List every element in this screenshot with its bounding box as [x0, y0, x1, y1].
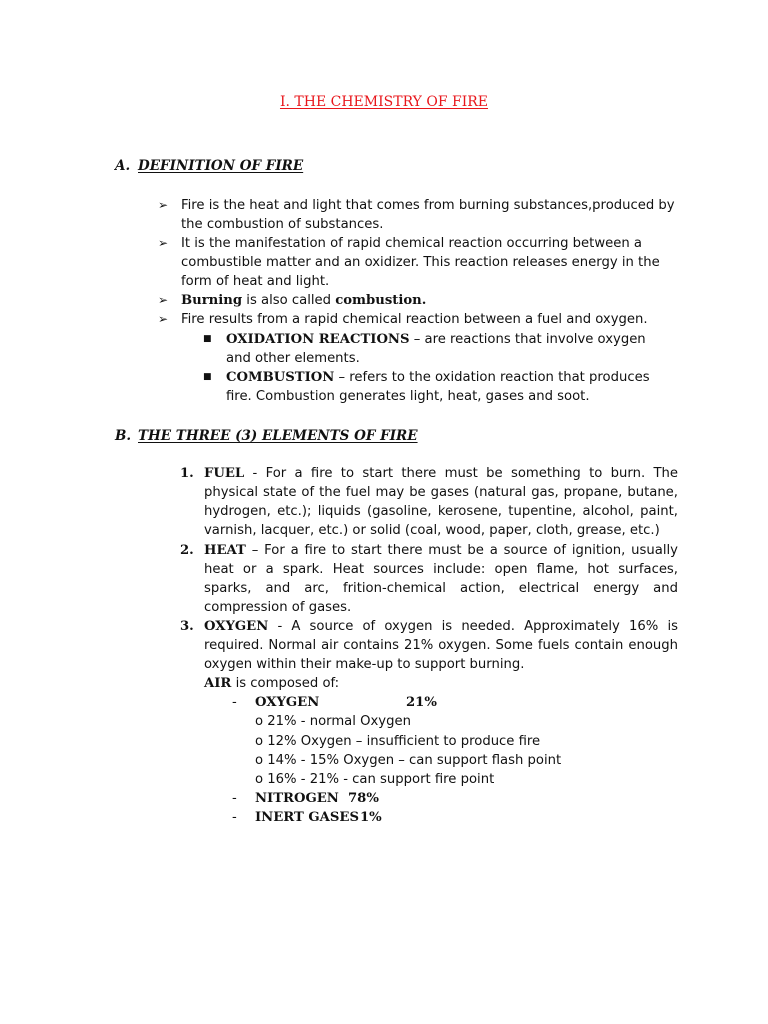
item-number: 3. — [180, 619, 194, 634]
item-desc: - For a fire to start there must be something to burn. The physical state of the fuel may be gases (natural gas, propane, butane, hydrogen, etc.); liquids (gasoline, kerosene, tupentine, alcohol, paint, varnish, lacquer, etc.) or solid (coal, wood, paper, cloth, grease, etc.) — [204, 466, 678, 538]
numbered-item — [180, 464, 678, 540]
numbered-item — [180, 541, 678, 617]
sub-bullet-text — [226, 330, 673, 368]
gas-label: OXYGEN — [255, 695, 320, 710]
bullet-item — [158, 310, 678, 329]
bullet-text: Fire results from a rapid chemical reaction between a fuel and oxygen. — [181, 312, 648, 327]
bold-term: Burning — [181, 293, 243, 308]
sub-bullet-item — [203, 330, 673, 368]
section-a-heading — [115, 157, 303, 176]
gas-label: NITROGEN — [255, 791, 339, 806]
dash-marker: - — [232, 810, 237, 825]
item-text — [204, 541, 678, 617]
sub-bullet-text — [226, 368, 673, 406]
sub-bullet-term: COMBUSTION — [226, 370, 335, 385]
section-b-heading — [115, 427, 418, 446]
air-term: AIR — [204, 676, 232, 691]
gas-percent: 21% — [406, 695, 437, 710]
arrow-bullet-icon: ➢ — [158, 198, 169, 212]
section-b-title: THE THREE (3) ELEMENTS OF FIRE — [138, 428, 418, 444]
square-bullet-icon: ■ — [203, 372, 212, 382]
bullet-text — [181, 291, 678, 310]
arrow-bullet-icon: ➢ — [158, 312, 169, 326]
item-desc: – For a fire to start there must be a source of ignition, usually heat or a spark. Heat sources include: open flame, hot surfaces, sparks, and arc, frition-chemical action, electrical energy and compression of gases. — [204, 543, 678, 615]
item-number: 1. — [180, 466, 194, 481]
section-b-letter: B. — [115, 428, 132, 444]
section-a-title: DEFINITION OF FIRE — [138, 158, 304, 174]
bullet-item — [158, 234, 678, 291]
item-number: 2. — [180, 543, 194, 558]
arrow-bullet-icon: ➢ — [158, 293, 169, 307]
gas-percent: 1% — [360, 810, 382, 825]
numbered-item — [180, 617, 678, 674]
item-text — [204, 464, 678, 540]
bullet-mid-text: is also called — [242, 293, 336, 308]
gas-label: INERT GASES — [255, 810, 359, 825]
item-term: HEAT — [204, 543, 246, 558]
sub-bullet-desc: – refers to the oxidation reaction that produces fire. Combustion generates light, heat, gases and soot. — [226, 370, 650, 404]
document-title: I. THE CHEMISTRY OF FIRE — [279, 94, 489, 110]
bullet-item — [158, 196, 678, 234]
item-term: OXYGEN — [204, 619, 269, 634]
bullet-text: It is the manifestation of rapid chemical reaction occurring between a combustible matter and an oxidizer. This reaction releases energy in the form of heat and light. — [181, 236, 660, 289]
sub-bullet-item — [203, 368, 673, 406]
air-text: is composed of: — [231, 676, 340, 691]
oxygen-level-row: o 21% - normal Oxygen — [255, 714, 411, 729]
oxygen-level-row: o 16% - 21% - can support fire point — [255, 772, 495, 787]
section-a-letter: A. — [115, 158, 131, 174]
dash-marker: - — [232, 791, 237, 806]
air-composition-intro — [204, 674, 339, 693]
dash-marker: - — [232, 695, 237, 710]
arrow-bullet-icon: ➢ — [158, 236, 169, 250]
bold-term: combustion. — [335, 293, 427, 308]
square-bullet-icon: ■ — [203, 334, 212, 344]
sub-bullet-desc: – are reactions that involve oxygen and other elements. — [226, 332, 646, 366]
sub-bullet-term: OXIDATION REACTIONS — [226, 332, 410, 347]
bullet-item — [158, 291, 678, 310]
oxygen-level-row: o 12% Oxygen – insufficient to produce fire — [255, 734, 541, 749]
item-term: FUEL — [204, 466, 245, 481]
gas-percent: 78% — [348, 791, 379, 806]
bullet-text: Fire is the heat and light that comes from burning substances,produced by the combustion of substances. — [181, 198, 675, 232]
oxygen-level-row: o 14% - 15% Oxygen – can support flash point — [255, 753, 562, 768]
item-desc: - A source of oxygen is needed. Approximately 16% is required. Normal air contains 21% oxygen. Some fuels contain enough oxygen within their make-up to support burning. — [204, 619, 678, 672]
item-text — [204, 617, 678, 674]
